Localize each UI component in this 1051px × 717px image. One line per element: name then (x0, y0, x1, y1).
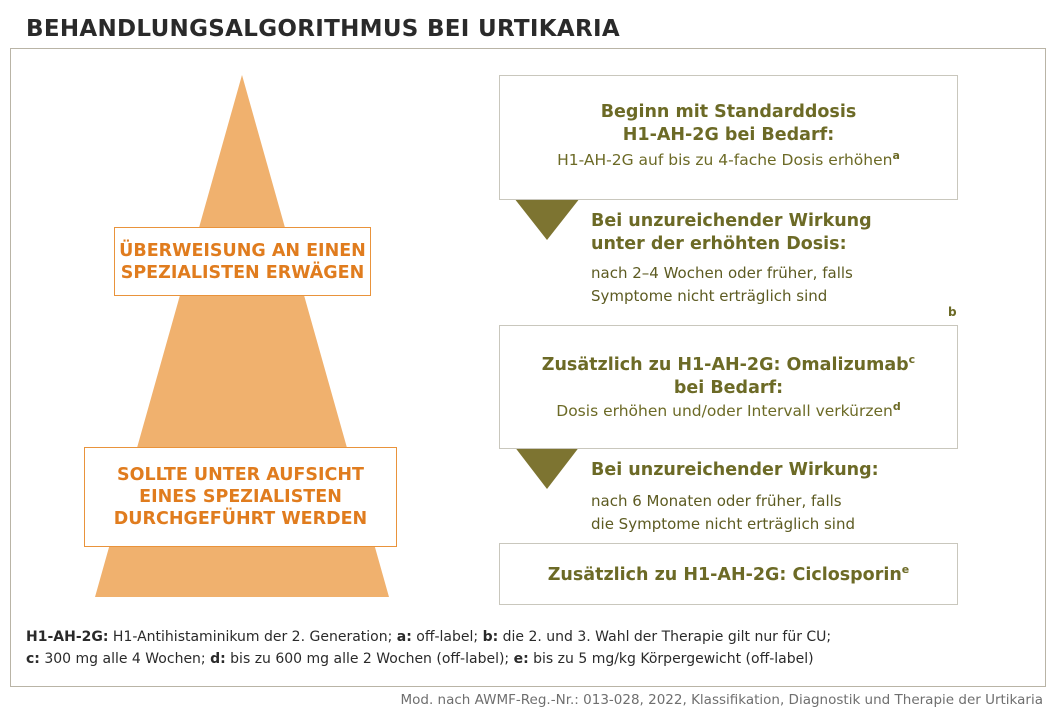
note-2 (591, 459, 879, 536)
footnote-e: e (901, 563, 910, 577)
step-1-box (499, 75, 958, 200)
note-1-title-1: Bei unzureichender Wirkung (591, 211, 872, 231)
supervision-line-3: DURCHGEFÜHRT WERDEN (113, 509, 368, 529)
note-2-detail-1: nach 6 Monaten oder früher, falls (591, 492, 842, 510)
step-2-title-1: Zusätzlich zu H1-AH-2G: Omalizumab$^c$ (541, 353, 916, 375)
legend-key: d: (210, 651, 226, 667)
referral-line-1: ÜBERWEISUNG AN EINEN (119, 240, 366, 261)
footnote-b-mark: b (948, 305, 957, 319)
legend-value: bis zu 600 mg alle 2 Wochen (off-label); (225, 651, 514, 667)
legend-line-1 (26, 626, 831, 648)
legend-key: c: (26, 651, 40, 667)
step-1-title-2: H1-AH-2G bei Bedarf: (622, 125, 835, 145)
footnote-d: d (892, 399, 901, 413)
referral-box (114, 227, 371, 296)
legend-value: die 2. und 3. Wahl der Therapie gilt nur für CU; (498, 629, 832, 645)
note-2-detail-2: die Symptome nicht erträglich sind (591, 515, 855, 533)
legend (26, 626, 831, 670)
arrow-down-2 (514, 446, 580, 489)
step-2-detail: Dosis erhöhen und/oder Intervall verkürzen$^d$ (556, 399, 901, 420)
legend-key: e: (513, 651, 529, 667)
note-1-detail-2: Symptome nicht erträglich sind (591, 287, 828, 305)
referral-line-2: SPEZIALISTEN ERWÄGEN (120, 262, 365, 283)
step-3-title: Zusätzlich zu H1-AH-2G: Ciclosporin$^e$ (547, 563, 910, 585)
note-2-title: Bei unzureichender Wirkung: (591, 460, 879, 480)
legend-value: 300 mg alle 4 Wochen; (39, 651, 211, 667)
footnote-c: c (908, 353, 916, 367)
step-2-box (499, 325, 958, 449)
legend-key: a: (396, 629, 412, 645)
supervision-box (84, 447, 397, 547)
step-1-title-1: Beginn mit Standarddosis (600, 102, 857, 122)
step-1-detail: H1-AH-2G auf bis zu 4-fache Dosis erhöhen$^a$ (557, 148, 900, 169)
source-citation: Mod. nach AWMF-Reg.-Nr.: 013-028, 2022, Klassifikation, Diagnostik und Therapie der Urtikaria (400, 692, 1043, 708)
legend-value: H1-Antihistaminikum der 2. Generation; (108, 629, 397, 645)
step-3-box (499, 543, 958, 605)
legend-key: b: (482, 629, 499, 645)
step-2-title-2: bei Bedarf: (673, 378, 784, 398)
legend-key: H1-AH-2G: (26, 629, 109, 645)
arrow-down-1 (514, 198, 580, 240)
legend-value: bis zu 5 mg/kg Körpergewicht (off-label) (528, 651, 814, 667)
note-1 (591, 210, 872, 308)
footnote-a: a (892, 148, 900, 162)
note-1-title-2: unter der erhöhten Dosis: (591, 234, 847, 254)
note-1-detail-1: nach 2–4 Wochen oder früher, falls (591, 264, 853, 282)
page-title: BEHANDLUNGSALGORITHMUS BEI URTIKARIA (26, 16, 620, 42)
supervision-line-1: SOLLTE UNTER AUFSICHT (117, 465, 364, 485)
legend-value: off-label; (411, 629, 483, 645)
legend-line-2 (26, 648, 831, 670)
supervision-line-2: EINES SPEZIALISTEN (139, 487, 342, 507)
